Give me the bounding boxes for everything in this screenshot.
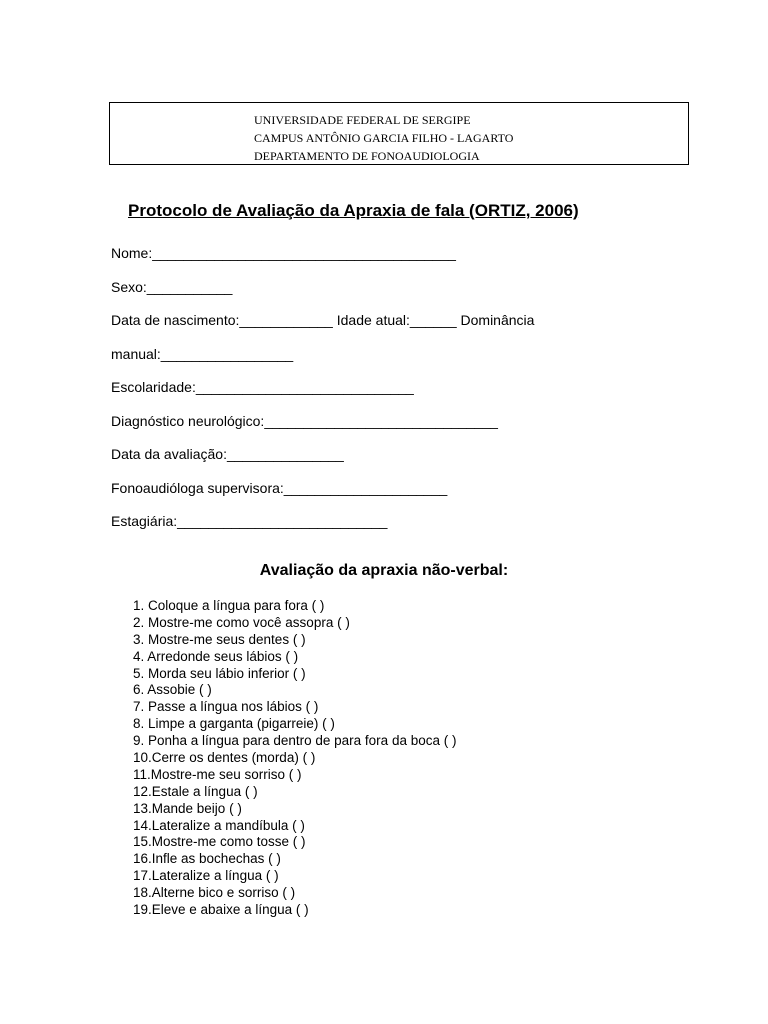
field-dominancia-manual: manual:_________________ [111,346,294,362]
institution-header [254,111,513,165]
campus-name: CAMPUS ANTÔNIO GARCIA FILHO - LAGARTO [254,131,514,145]
field-estagiaria: Estagiária:___________________________ [111,513,388,529]
institution-header-box [109,102,689,165]
field-diagnostico: Diagnóstico neurológico:______________________________ [111,413,498,429]
field-nome: Nome:_______________________________________ [111,245,456,261]
university-name: UNIVERSIDADE FEDERAL DE SERGIPE [254,113,471,127]
list-item: 15.Mostre-me como tosse ( ) [133,834,306,850]
list-item: 8. Limpe a garganta (pigarreie) ( ) [133,716,335,732]
list-item: 9. Ponha a língua para dentro de para fora da boca ( ) [133,733,457,749]
department-name: DEPARTAMENTO DE FONOAUDIOLOGIA [254,149,480,163]
list-item: 19.Eleve e abaixe a língua ( ) [133,902,309,918]
list-item: 7. Passe a língua nos lábios ( ) [133,699,319,715]
section-title: Avaliação da apraxia não-verbal: [259,562,509,579]
field-escolaridade: Escolaridade:____________________________ [111,379,414,395]
field-data-avaliacao: Data da avaliação:_______________ [111,446,344,462]
list-item: 13.Mande beijo ( ) [133,800,242,816]
list-item: 10.Cerre os dentes (morda) ( ) [133,750,316,766]
list-item: 12.Estale a língua ( ) [133,783,258,799]
list-item: 3. Mostre-me seus dentes ( ) [133,631,306,647]
list-item: 18.Alterne bico e sorriso ( ) [133,885,296,901]
list-item: 14.Lateralize a mandíbula ( ) [133,817,305,833]
field-data-nascimento: Data de nascimento:____________ Idade atual:______ Dominância [111,312,535,328]
list-item: 4. Arredonde seus lábios ( ) [133,648,299,664]
list-item: 17.Lateralize a língua ( ) [133,868,279,884]
list-item: 6. Assobie ( ) [133,682,212,698]
list-item: 1. Coloque a língua para fora ( ) [133,598,325,613]
list-item: 11.Mostre-me seu sorriso ( ) [133,766,302,782]
field-sexo: Sexo:___________ [111,279,233,295]
field-supervisora: Fonoaudióloga supervisora:_____________________ [111,480,448,496]
list-item: 2. Mostre-me como você assopra ( ) [133,614,350,630]
document-title: Protocolo de Avaliação da Apraxia de fala (ORTIZ, 2006) [128,201,579,220]
list-item: 16.Infle as bochechas ( ) [133,851,281,867]
list-item: 5. Morda seu lábio inferior ( ) [133,665,306,681]
assessment-item-list [133,598,456,919]
